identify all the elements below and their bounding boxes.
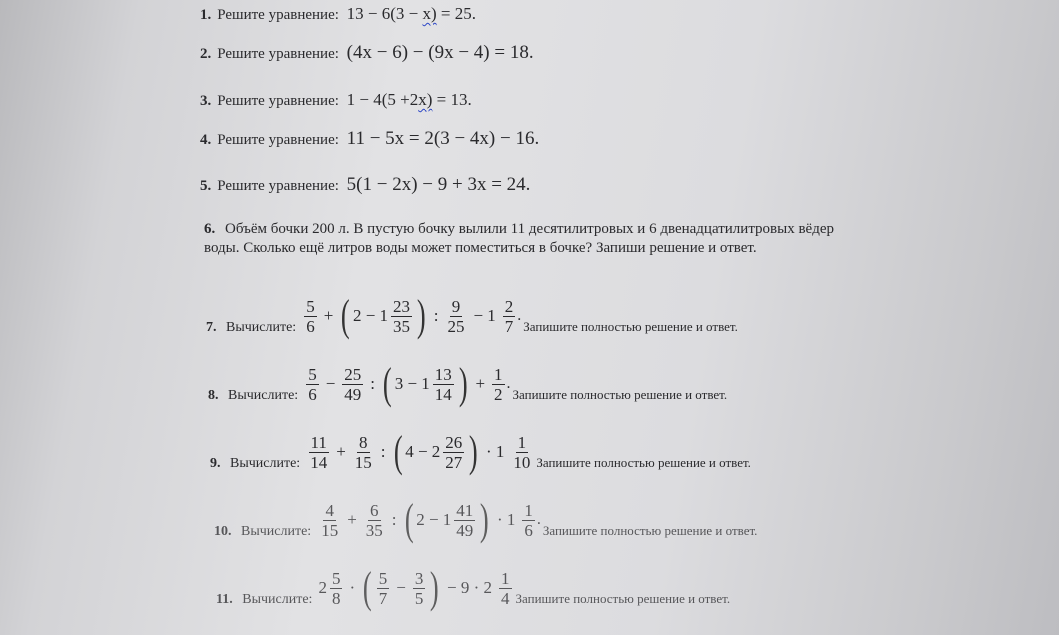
task-5 — [200, 174, 530, 196]
task-7 — [206, 291, 738, 340]
fraction: $\frac{5}{8}$ — [331, 568, 341, 608]
fraction: $\frac{8}{15}$ — [354, 432, 372, 472]
fraction: $\frac{1}{2}$ — [494, 364, 503, 404]
fraction: $\frac{3}{5}$ — [414, 568, 424, 608]
task-label: Решите уравнение: — [217, 178, 339, 194]
task-1 — [200, 4, 476, 24]
task-label: Решите уравнение: — [217, 93, 339, 109]
fraction: $\frac{1}{10}$ — [513, 432, 531, 472]
equation: 13 − 6(3 − x) = 25. — [346, 4, 477, 23]
fraction: $\frac{9}{25}$ — [447, 296, 465, 336]
task-3 — [200, 90, 472, 110]
task-4 — [200, 128, 539, 150]
task-number: 2. — [200, 46, 212, 62]
task-number: 11. — [216, 592, 233, 607]
task-number: 1. — [200, 7, 212, 23]
equation: 5(1 − 2x) − 9 + 3x = 24. — [346, 174, 531, 195]
task-label: Решите уравнение: — [217, 46, 339, 62]
task-label: Вычислите: — [230, 456, 301, 471]
spellcheck-underline: x) — [418, 90, 433, 109]
fraction: $\frac{5}{6}$ — [306, 296, 315, 336]
task-label: Вычислите: — [241, 524, 312, 539]
fraction: $\frac{1}{4}$ — [501, 568, 510, 608]
task-number: 4. — [200, 132, 212, 148]
spellcheck-underline: x) — [422, 4, 437, 23]
task-number: 9. — [210, 456, 221, 471]
task-number: 6. — [204, 221, 216, 237]
fraction: $\frac{25}{49}$ — [344, 364, 362, 404]
fraction: $\frac{11}{14}$ — [310, 432, 328, 472]
task-6 — [204, 220, 864, 258]
fraction: $\frac{4}{15}$ — [321, 500, 339, 540]
equation: 11 − 5x = 2(3 − 4x) − 16. — [346, 128, 540, 149]
task-number: 7. — [206, 320, 217, 335]
task-label: Вычислите: — [242, 592, 313, 607]
task-number: 3. — [200, 93, 212, 109]
expression: $\frac{11}{14}$ + $\frac{8}{15}$ : ( 4 − 2 $\frac{26}{27}$ ) · 1 $\frac{1}{10}$ — [310, 427, 531, 476]
task-text: Объём бочки 200 л. В пустую бочку вылили 11 десятилитровых и 6 двенадцатилитровых вёдер воды. Сколько ещё литров воды может поместиться в бочке? Запиши решение и ответ. — [204, 221, 834, 256]
fraction: $\frac{23}{35}$ — [393, 296, 411, 336]
fraction: $\frac{1}{6}$ — [524, 500, 533, 540]
instruction: Запишите полностью решение и ответ. — [542, 523, 758, 538]
instruction: Запишите полностью решение и ответ. — [523, 319, 738, 334]
task-label: Решите уравнение: — [217, 7, 339, 23]
equation: 1 − 4(5 +2x) = 13. — [346, 90, 472, 109]
fraction: $\frac{6}{35}$ — [365, 500, 383, 540]
task-label: Решите уравнение: — [217, 132, 339, 148]
instruction: Запишите полностью решение и ответ. — [512, 387, 728, 402]
task-10 — [214, 495, 758, 544]
expression: $\frac{5}{6}$ + ( 2 − 1 $\frac{23}{35}$ ) : $\frac{9}{25}$ − 1 $\frac{2}{7}$ . — [306, 291, 522, 340]
expression: $\frac{5}{6}$ − $\frac{25}{49}$ : ( 3 − 1 $\frac{13}{14}$ ) + $\frac{1}{2}$ . — [308, 359, 511, 408]
instruction: Запишите полностью решение и ответ. — [515, 591, 731, 606]
task-number: 8. — [208, 388, 219, 403]
fraction: $\frac{5}{7}$ — [378, 568, 388, 608]
instruction: Запишите полностью решение и ответ. — [536, 455, 751, 470]
fraction: $\frac{41}{49}$ — [456, 500, 474, 540]
expression: 2 $\frac{5}{8}$ · ( $\frac{5}{7}$ − $\frac{3}{5}$ ) − 9 · 2 $\frac{1}{4}$ — [318, 563, 510, 612]
fraction: $\frac{5}{6}$ — [308, 364, 317, 404]
task-11 — [216, 563, 731, 612]
task-number: 5. — [200, 178, 212, 194]
fraction: $\frac{26}{27}$ — [445, 432, 463, 472]
task-2 — [200, 42, 534, 64]
task-8 — [208, 359, 728, 408]
task-label: Вычислите: — [226, 320, 297, 335]
fraction: $\frac{2}{7}$ — [504, 296, 514, 336]
fraction: $\frac{13}{14}$ — [434, 364, 452, 404]
task-label: Вычислите: — [228, 388, 299, 403]
expression: $\frac{4}{15}$ + $\frac{6}{35}$ : ( 2 − 1 $\frac{41}{49}$ ) · 1 $\frac{1}{6}$ . — [321, 495, 541, 544]
equation: (4x − 6) − (9x − 4) = 18. — [346, 42, 534, 63]
task-number: 10. — [214, 524, 232, 539]
task-9 — [210, 427, 751, 476]
